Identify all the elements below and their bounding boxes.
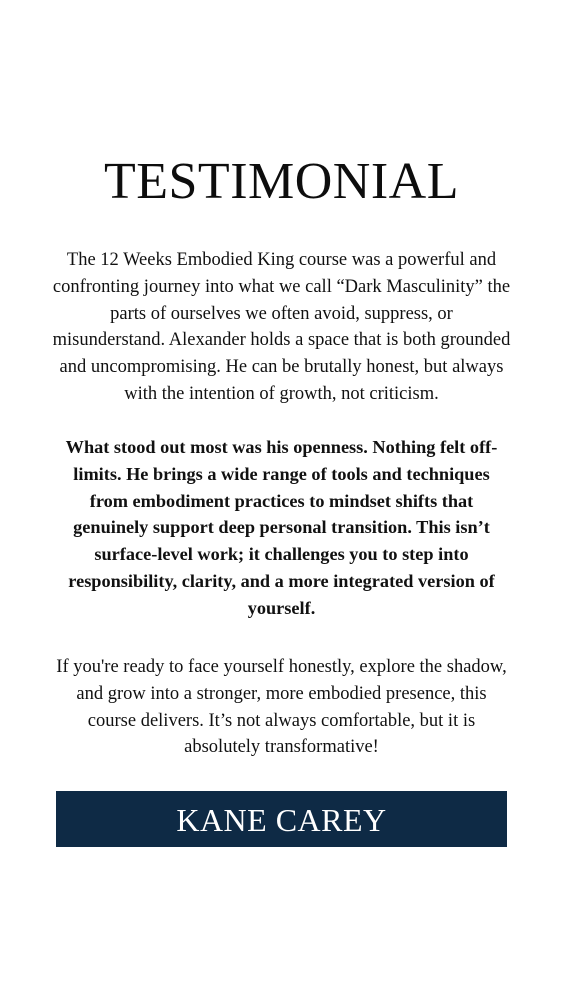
page-title: TESTIMONIAL [103,153,459,210]
author-name: KANE CAREY [176,802,387,838]
testimonial-paragraph-3: If you're ready to face yourself honestly, explore the shadow, and grow into a stronger, more embodied presence, this course delivers. It’s not always comfortable, but it is absolutely transformative! [56,657,507,758]
testimonial-paragraph-1: The 12 Weeks Embodied King course was a powerful and confronting journey into what we call “Dark Masculinity” the parts of ourselves we often avoid, suppress, or misunderstand. Alexander holds a space that is both grounded and uncompromising. He can be brutally honest, but always with the intention of growth, not criticism. [52,250,511,404]
testimonial-paragraph-2: What stood out most was his openness. Nothing felt off-limits. He brings a wide range of tools and techniques from embodiment practices to mindset shifts that genuinely support deep personal transition. This isn’t surface-level work; it challenges you to step into responsibility, clarity, and a more integrated version of yourself. [65,437,498,618]
author-name-banner [56,791,507,847]
